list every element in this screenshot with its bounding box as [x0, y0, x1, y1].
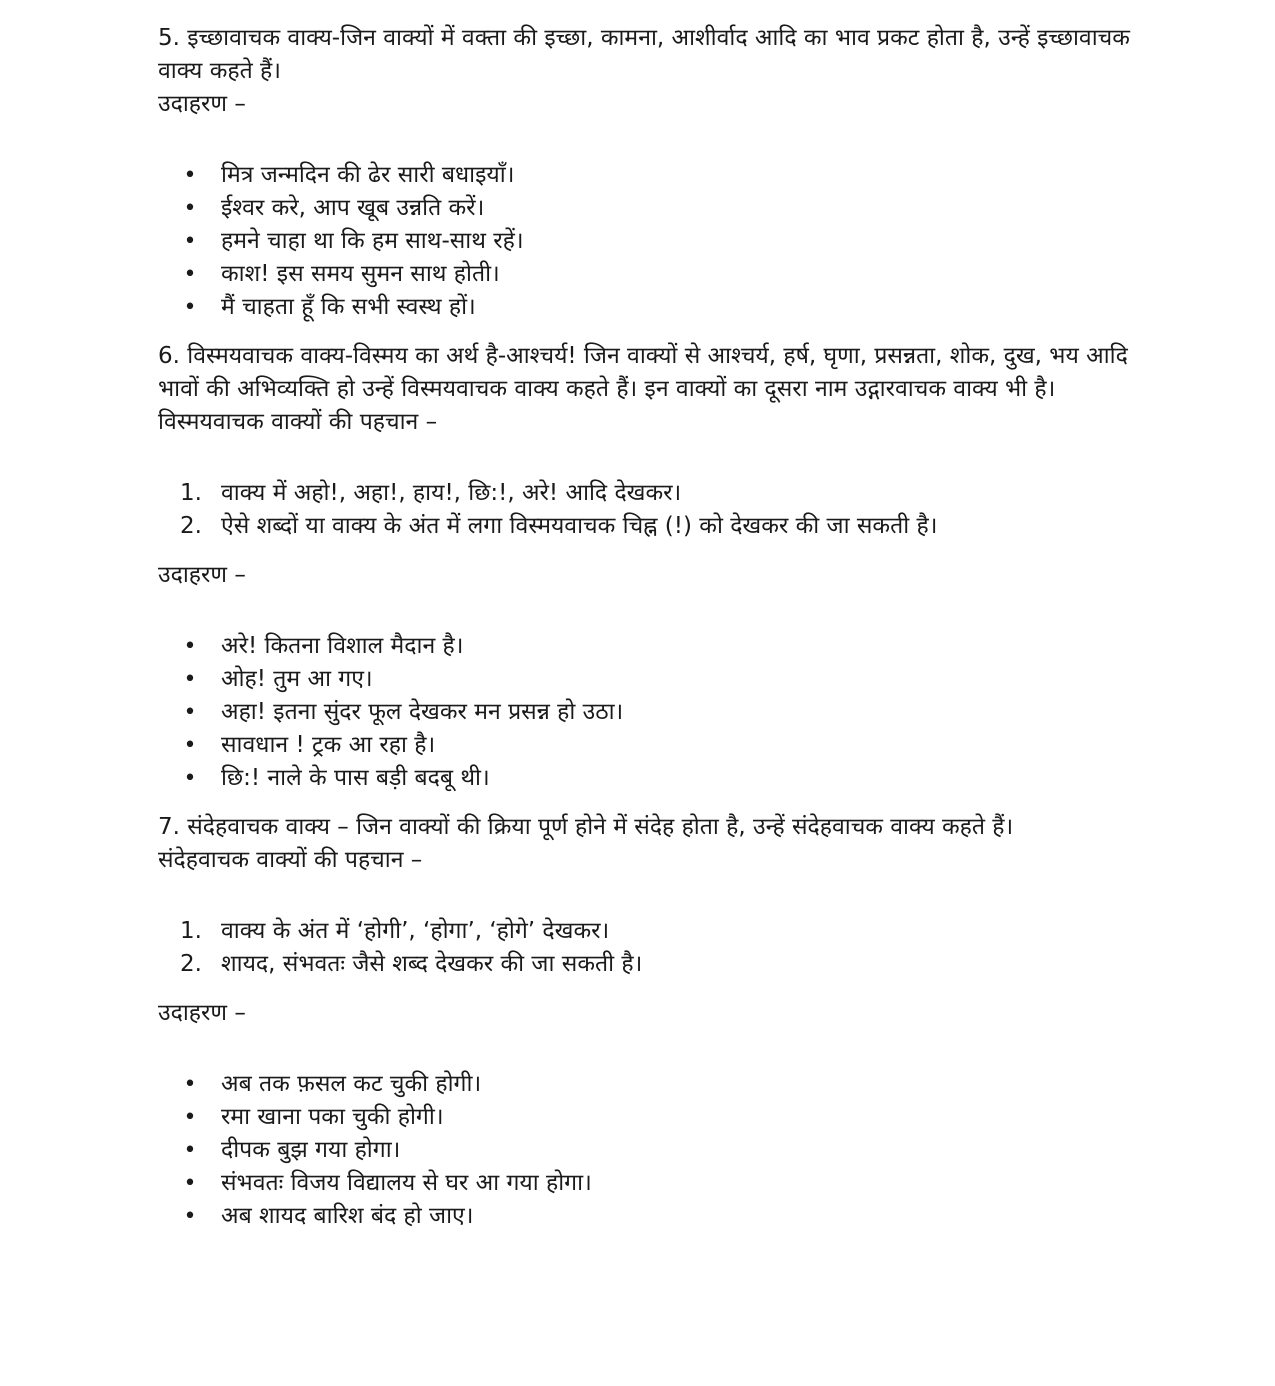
- list-item: • रमा खाना पका चुकी होगी।: [158, 1101, 1158, 1134]
- list-item: • मित्र जन्मदिन की ढेर सारी बधाइयाँ।: [158, 159, 1158, 192]
- list-item: 1. वाक्य के अंत में ‘होगी’, ‘होगा’, ‘होगे’ देखकर।: [158, 915, 1158, 948]
- section-7: [158, 811, 1158, 1233]
- section-7-identification-label: संदेहवाचक वाक्यों की पहचान –: [158, 847, 423, 873]
- section-5-example-list: [158, 159, 1158, 324]
- bullet-icon: •: [183, 229, 197, 254]
- list-item: • अहा! इतना सुंदर फूल देखकर मन प्रसन्न हो उठा।: [158, 696, 1158, 729]
- list-number: 1.: [180, 918, 202, 944]
- section-6-intro: 6. विस्मयवाचक वाक्य-विस्मय का अर्थ है-आश्चर्य! जिन वाक्यों से आश्चर्य, हर्ष, घृणा, प्रसन्नता, शोक, दुख, भय आदि भावों की अभिव्यक्ति हो उन्हें विस्मयवाचक वाक्य कहते हैं। इन वाक्यों का दूसरा नाम उद्गारवाचक वाक्य भी है।: [158, 343, 1128, 402]
- section-5-example-label: उदाहरण –: [158, 91, 246, 117]
- list-item: • काश! इस समय सुमन साथ होती।: [158, 258, 1158, 291]
- list-item: 1. वाक्य में अहो!, अहा!, हाय!, छि:!, अरे! आदि देखकर।: [158, 477, 1158, 510]
- bullet-icon: •: [183, 196, 197, 221]
- bullet-icon: •: [183, 163, 197, 188]
- bullet-icon: •: [183, 667, 197, 692]
- section-6-example-label: उदाहरण –: [158, 562, 246, 588]
- list-item: • ईश्वर करे, आप खूब उन्नति करें।: [158, 192, 1158, 225]
- section-7-identification-list: [158, 915, 1158, 981]
- document-page: [158, 22, 1158, 1233]
- bullet-icon: •: [183, 1072, 197, 1097]
- list-item: • अरे! कितना विशाल मैदान है।: [158, 630, 1158, 663]
- bullet-icon: •: [183, 1138, 197, 1163]
- list-item: 2. ऐसे शब्दों या वाक्य के अंत में लगा विस्मयवाचक चिह्न (!) को देखकर की जा सकती है।: [158, 510, 1158, 543]
- bullet-icon: •: [183, 1204, 197, 1229]
- list-item: • हमने चाहा था कि हम साथ-साथ रहें।: [158, 225, 1158, 258]
- list-item: • मैं चाहता हूँ कि सभी स्वस्थ हों।: [158, 291, 1158, 324]
- bullet-icon: •: [183, 766, 197, 791]
- section-5: [158, 22, 1158, 340]
- list-item: • संभवतः विजय विद्यालय से घर आ गया होगा।: [158, 1167, 1158, 1200]
- list-item: • अब शायद बारिश बंद हो जाए।: [158, 1200, 1158, 1233]
- list-item: • अब तक फ़सल कट चुकी होगी।: [158, 1068, 1158, 1101]
- section-6: [158, 340, 1158, 811]
- bullet-icon: •: [183, 700, 197, 725]
- section-6-example-list: [158, 630, 1158, 795]
- section-6-identification-label: विस्मयवाचक वाक्यों की पहचान –: [158, 409, 438, 435]
- list-item: 2. शायद, संभवतः जैसे शब्द देखकर की जा सकती है।: [158, 948, 1158, 981]
- bullet-icon: •: [183, 634, 197, 659]
- section-7-example-label: उदाहरण –: [158, 1000, 246, 1026]
- bullet-icon: •: [183, 295, 197, 320]
- section-7-example-list: [158, 1068, 1158, 1233]
- bullet-icon: •: [183, 262, 197, 287]
- list-number: 1.: [180, 480, 202, 506]
- section-7-intro: 7. संदेहवाचक वाक्य – जिन वाक्यों की क्रिया पूर्ण होने में संदेह होता है, उन्हें संदेहवाचक वाक्य कहते हैं।: [158, 814, 1014, 840]
- bullet-icon: •: [183, 1105, 197, 1130]
- list-number: 2.: [180, 951, 202, 977]
- section-5-intro: 5. इच्छावाचक वाक्य-जिन वाक्यों में वक्ता की इच्छा, कामना, आशीर्वाद आदि का भाव प्रकट होता है, उन्हें इच्छावाचक वाक्य कहते हैं।: [158, 25, 1130, 84]
- list-item: • सावधान ! ट्रक आ रहा है।: [158, 729, 1158, 762]
- list-number: 2.: [180, 513, 202, 539]
- list-item: • छि:! नाले के पास बड़ी बदबू थी।: [158, 762, 1158, 795]
- list-item: • ओह! तुम आ गए।: [158, 663, 1158, 696]
- section-6-identification-list: [158, 477, 1158, 543]
- list-item: • दीपक बुझ गया होगा।: [158, 1134, 1158, 1167]
- bullet-icon: •: [183, 1171, 197, 1196]
- bullet-icon: •: [183, 733, 197, 758]
